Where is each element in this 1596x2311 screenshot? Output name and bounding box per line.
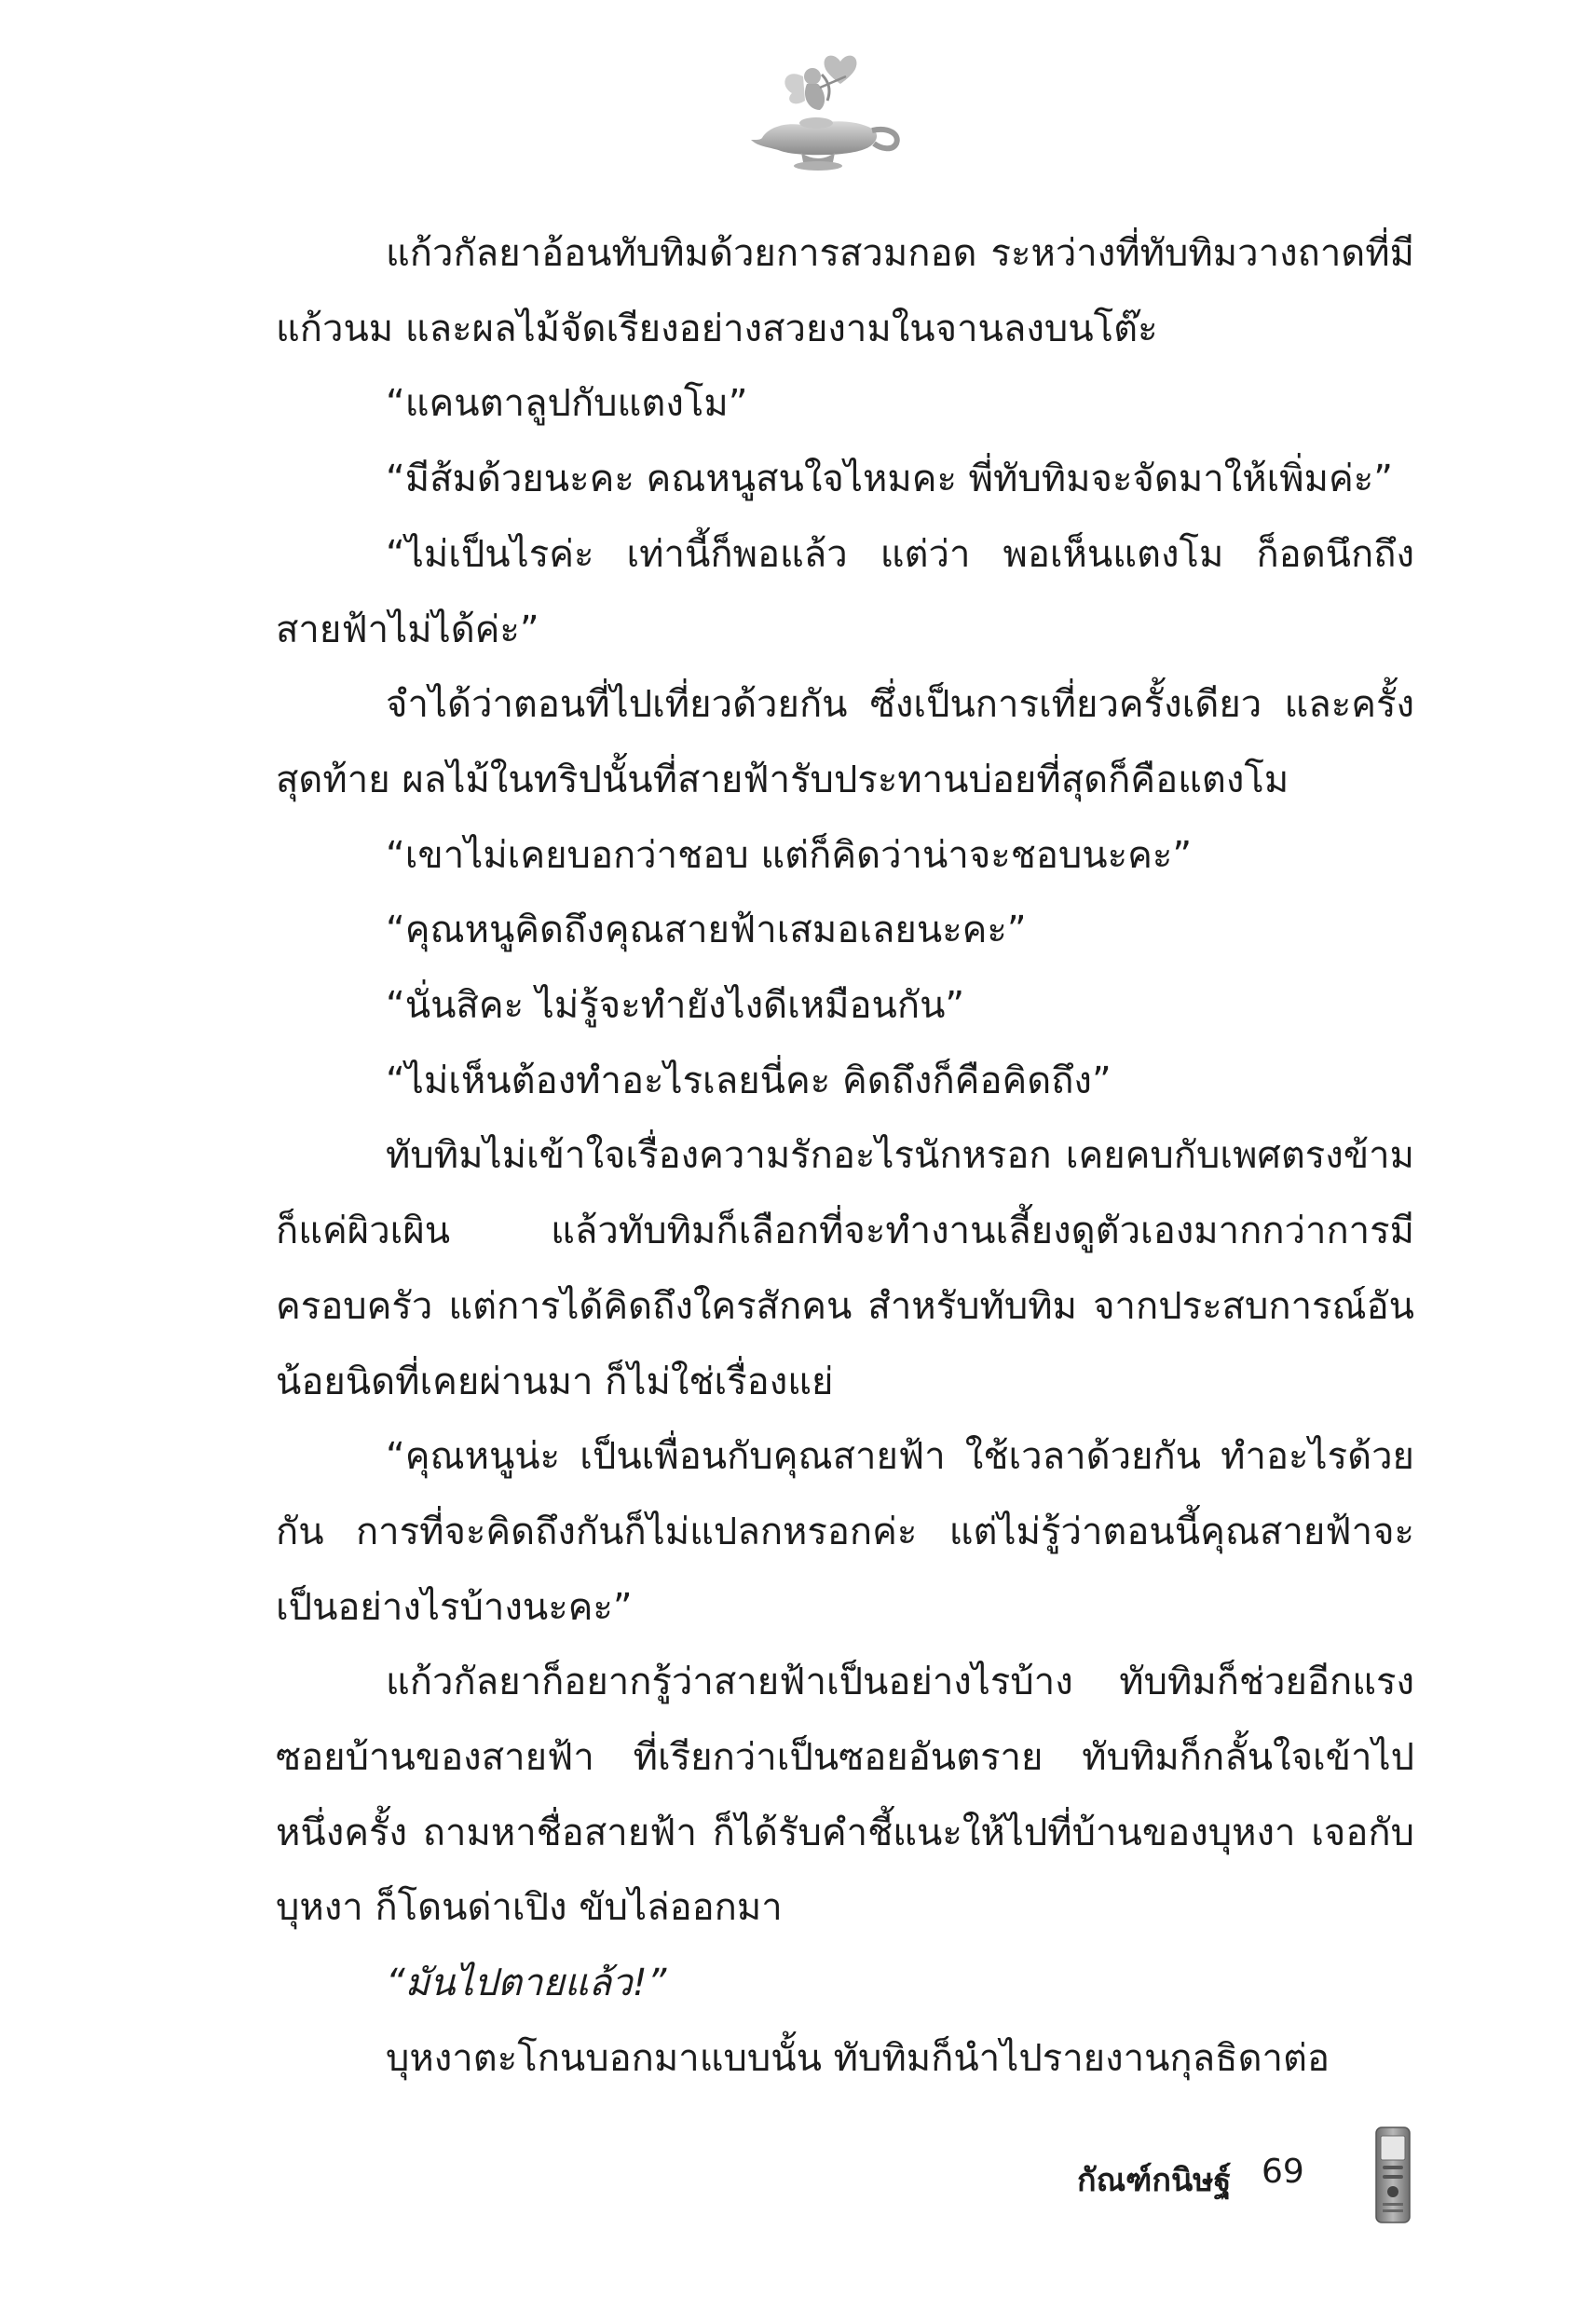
paragraph: บุหงาตะโกนบอกมาแบบนั้น ทับทิมก็นำไปรายงานกุลธิดาต่อ (386, 2036, 1330, 2080)
cupid-teapot-ornament-icon (736, 48, 913, 188)
voice-recorder-icon (1375, 2126, 1411, 2223)
paragraph: “แคนตาลูปกับแตงโม” (386, 382, 748, 426)
body-text (276, 216, 1414, 2097)
paragraph: “ไม่เห็นต้องทำอะไรเลยนี่คะ คิดถึงก็คือคิดถึง” (386, 1059, 1112, 1102)
italic-quote: “มันไปตายแล้ว!” (386, 1962, 667, 2005)
paragraph: แก้วกัลยาก็อยากรู้ว่าสายฟ้าเป็นอย่างไรบ้าง ทับทิมก็ช่วยอีกแรงซอยบ้านของสายฟ้า ที่เรียกว่าเป็นซอยอันตราย ทับทิมก็กลั้นใจเข้าไปหนึ่งครั้ง ถามหาชื่อสายฟ้า ก็ได้รับคำชี้แนะให้ไปที่บ้านของบุหงา เจอกับบุหงา ก็โดนด่าเปิง ขับไล่ออกมา (276, 1661, 1414, 1930)
paragraph: “คุณหนูคิดถึงคุณสายฟ้าเสมอเลยนะคะ” (386, 909, 1027, 952)
paragraph: แก้วกัลยาอ้อนทับทิมด้วยการสวมกอด ระหว่างที่ทับทิมวางถาดที่มีแก้วนม และผลไม้จัดเรียงอย่างสวยงามในจานลงบนโต๊ะ (276, 232, 1414, 350)
paragraph: ทับทิมไม่เข้าใจเรื่องความรักอะไรนักหรอก เคยคบกับเพศตรงข้ามก็แค่ผิวเผิน แล้วทับทิมก็เลือกที่จะทำงานเลี้ยงดูตัวเองมากกว่าการมีครอบครัว แต่การได้คิดถึงใครสักคน สำหรับทับทิม จากประสบการณ์อันน้อยนิดที่เคยผ่านมา ก็ไม่ใช่เรื่องแย่ (276, 1134, 1414, 1403)
paragraph: จำได้ว่าตอนที่ไปเที่ยวด้วยกัน ซึ่งเป็นการเที่ยวครั้งเดียว และครั้งสุดท้าย ผลไม้ในทริปนั้นที่สายฟ้ารับประทานบ่อยที่สุดก็คือแตงโม (276, 683, 1414, 801)
paragraph: “ไม่เป็นไรค่ะ เท่านี้ก็พอแล้ว แต่ว่า พอเห็นแตงโม ก็อดนึกถึงสายฟ้าไม่ได้ค่ะ” (276, 532, 1414, 651)
page-number: 69 (1262, 2153, 1304, 2191)
book-title: กัณฑ์กนิษฐ์ (1077, 2162, 1232, 2199)
paragraph: “มีส้มด้วยนะคะ คณหนูสนใจไหมคะ พี่ทับทิมจะจัดมาให้เพิ่มค่ะ” (386, 458, 1393, 501)
paragraph: “คุณหนูน่ะ เป็นเพื่อนกับคุณสายฟ้า ใช้เวลาด้วยกัน ทำอะไรด้วยกัน การที่จะคิดถึงกันก็ไม่แปลกหรอกค่ะ แต่ไม่รู้ว่าตอนนี้คุณสายฟ้าจะเป็นอย่างไรบ้างนะคะ” (276, 1435, 1414, 1629)
paragraph: “เขาไม่เคยบอกว่าชอบ แต่ก็คิดว่าน่าจะชอบนะคะ” (386, 833, 1193, 877)
paragraph: “นั่นสิคะ ไม่รู้จะทำยังไงดีเหมือนกัน” (386, 984, 965, 1028)
